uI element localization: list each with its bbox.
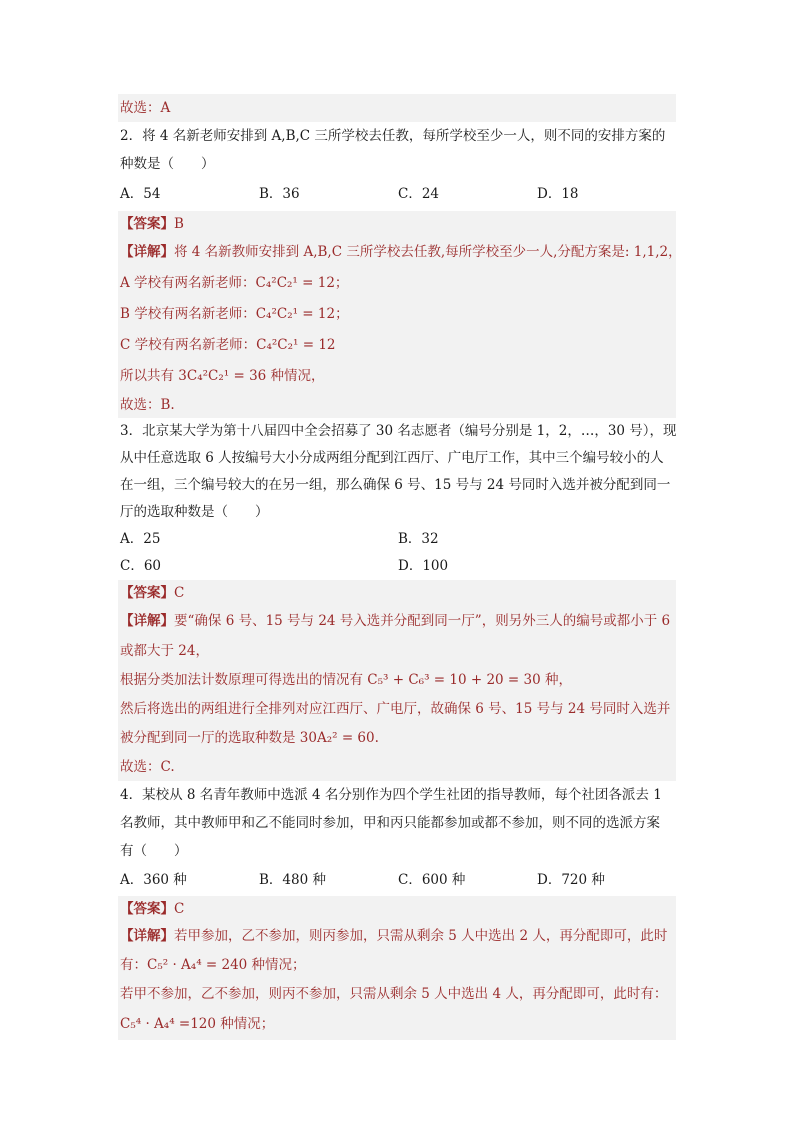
answer-line	[118, 896, 676, 922]
detail-line: 若甲不参加，乙不参加，则丙不参加，只需从剩余 5 人中选出 4 人，再分配即可，此时有：	[120, 986, 668, 1002]
question-4-options	[118, 865, 676, 896]
detail-line: 有：C₅² · A₄⁴ = 240 种情况；	[120, 957, 306, 973]
question-2-stem: 2．将 4 名新老师安排到 A,B,C 三所学校去任教，每所学校至少一人，则不同的安排方案的	[120, 128, 666, 144]
answer-value: C	[174, 585, 185, 601]
option-a: A．25	[120, 531, 161, 547]
question-3-options-row1	[118, 526, 676, 553]
question-3-stem: 3．北京某大学为第十八届四中全会招募了 30 名志愿者（编号分别是 1，2，…，30 号），现	[120, 423, 677, 439]
option-d: D．18	[537, 186, 579, 202]
detail-line: 或都大于 24，	[120, 643, 209, 659]
option-c: C．24	[398, 186, 440, 202]
answer-line	[118, 580, 676, 606]
answer-tag: 【答案】	[120, 901, 174, 917]
question-3-stem-cont: 厅的选取种数是（ ）	[120, 504, 269, 520]
option-b: B．36	[259, 186, 300, 202]
option-c: C．600 种	[398, 872, 466, 888]
answer-tag: 【答案】	[120, 585, 174, 601]
detail-line: A 学校有两名新老师：C₄²C₂¹ = 12；	[120, 275, 349, 291]
question-3-solution	[118, 580, 676, 781]
detail-tag: 【详解】	[120, 613, 174, 629]
option-b: B．32	[398, 531, 439, 547]
question-2-stem-cont: 种数是（ ）	[120, 156, 215, 172]
option-a: A．54	[120, 186, 161, 202]
answer-line	[118, 211, 676, 237]
detail-line: 被分配到同一厅的选取种数是 30A₂² = 60.	[120, 730, 379, 746]
question-4-stem-cont: 有（ ）	[120, 843, 188, 859]
question-3-stem-cont: 在一组，三个编号较大的在另一组，那么确保 6 号、15 号与 24 号同时入选并被分配到同一	[120, 477, 671, 493]
question-3-stem-cont: 从中任意选取 6 人按编号大小分成两组分配到江西厅、广电厅工作，其中三个编号较小的人	[120, 450, 664, 466]
detail-tag: 【详解】	[120, 244, 174, 260]
option-b: B．480 种	[259, 872, 326, 888]
document-page	[118, 94, 682, 1040]
answer-tag: 【答案】	[120, 216, 174, 232]
detail-line: 【详解】要“确保 6 号、15 号与 24 号入选并分配到同一厅”，则另外三人的编号或都小于 6	[120, 613, 671, 629]
detail-line: C 学校有两名新老师：C₄²C₂¹ = 12	[120, 337, 336, 353]
answer-select-line: 故选：C.	[120, 759, 175, 775]
option-d: D．100	[398, 558, 449, 574]
question-3-options-row2	[118, 553, 676, 580]
option-a: A．360 种	[120, 872, 187, 888]
answer-value: C	[174, 901, 185, 917]
option-c: C．60	[120, 558, 162, 574]
option-d: D．720 种	[537, 872, 605, 888]
answer-value: B	[174, 216, 184, 232]
answer-select-line: 故选：A	[118, 94, 676, 122]
detail-line: 然后将选出的两组进行全排列对应江西厅、广电厅，故确保 6 号、15 号与 24 号同时入选并	[120, 701, 671, 717]
detail-line: B 学校有两名新老师：C₄²C₂¹ = 12；	[120, 306, 349, 322]
detail-line: 所以共有 3C₄²C₂¹ = 36 种情况，	[120, 368, 325, 384]
question-4-solution	[118, 896, 676, 1040]
question-4-stem-cont: 名教师，其中教师甲和乙不能同时参加，甲和丙只能都参加或都不参加，则不同的选派方案	[120, 815, 660, 831]
detail-line: 【详解】若甲参加，乙不参加，则丙参加，只需从剩余 5 人中选出 2 人，再分配即可，此时	[120, 928, 668, 944]
answer-select-line: 故选：B.	[120, 397, 175, 413]
detail-tag: 【详解】	[120, 928, 174, 944]
question-2-options	[118, 178, 676, 211]
detail-line: 【详解】将 4 名新教师安排到 A,B,C 三所学校去任教,每所学校至少一人,分配方案是: 1,1,2，	[120, 244, 682, 260]
detail-line: 根据分类加法计数原理可得选出的情况有 C₅³ + C₆³ = 10 + 20 = 30 种，	[120, 672, 572, 688]
question-2-solution	[118, 211, 682, 418]
question-4-stem: 4．某校从 8 名青年教师中选派 4 名分别作为四个学生社团的指导教师，每个社团各派去 1	[120, 787, 662, 803]
detail-line: C₅⁴ · A₄⁴ =120 种情况；	[120, 1016, 275, 1032]
